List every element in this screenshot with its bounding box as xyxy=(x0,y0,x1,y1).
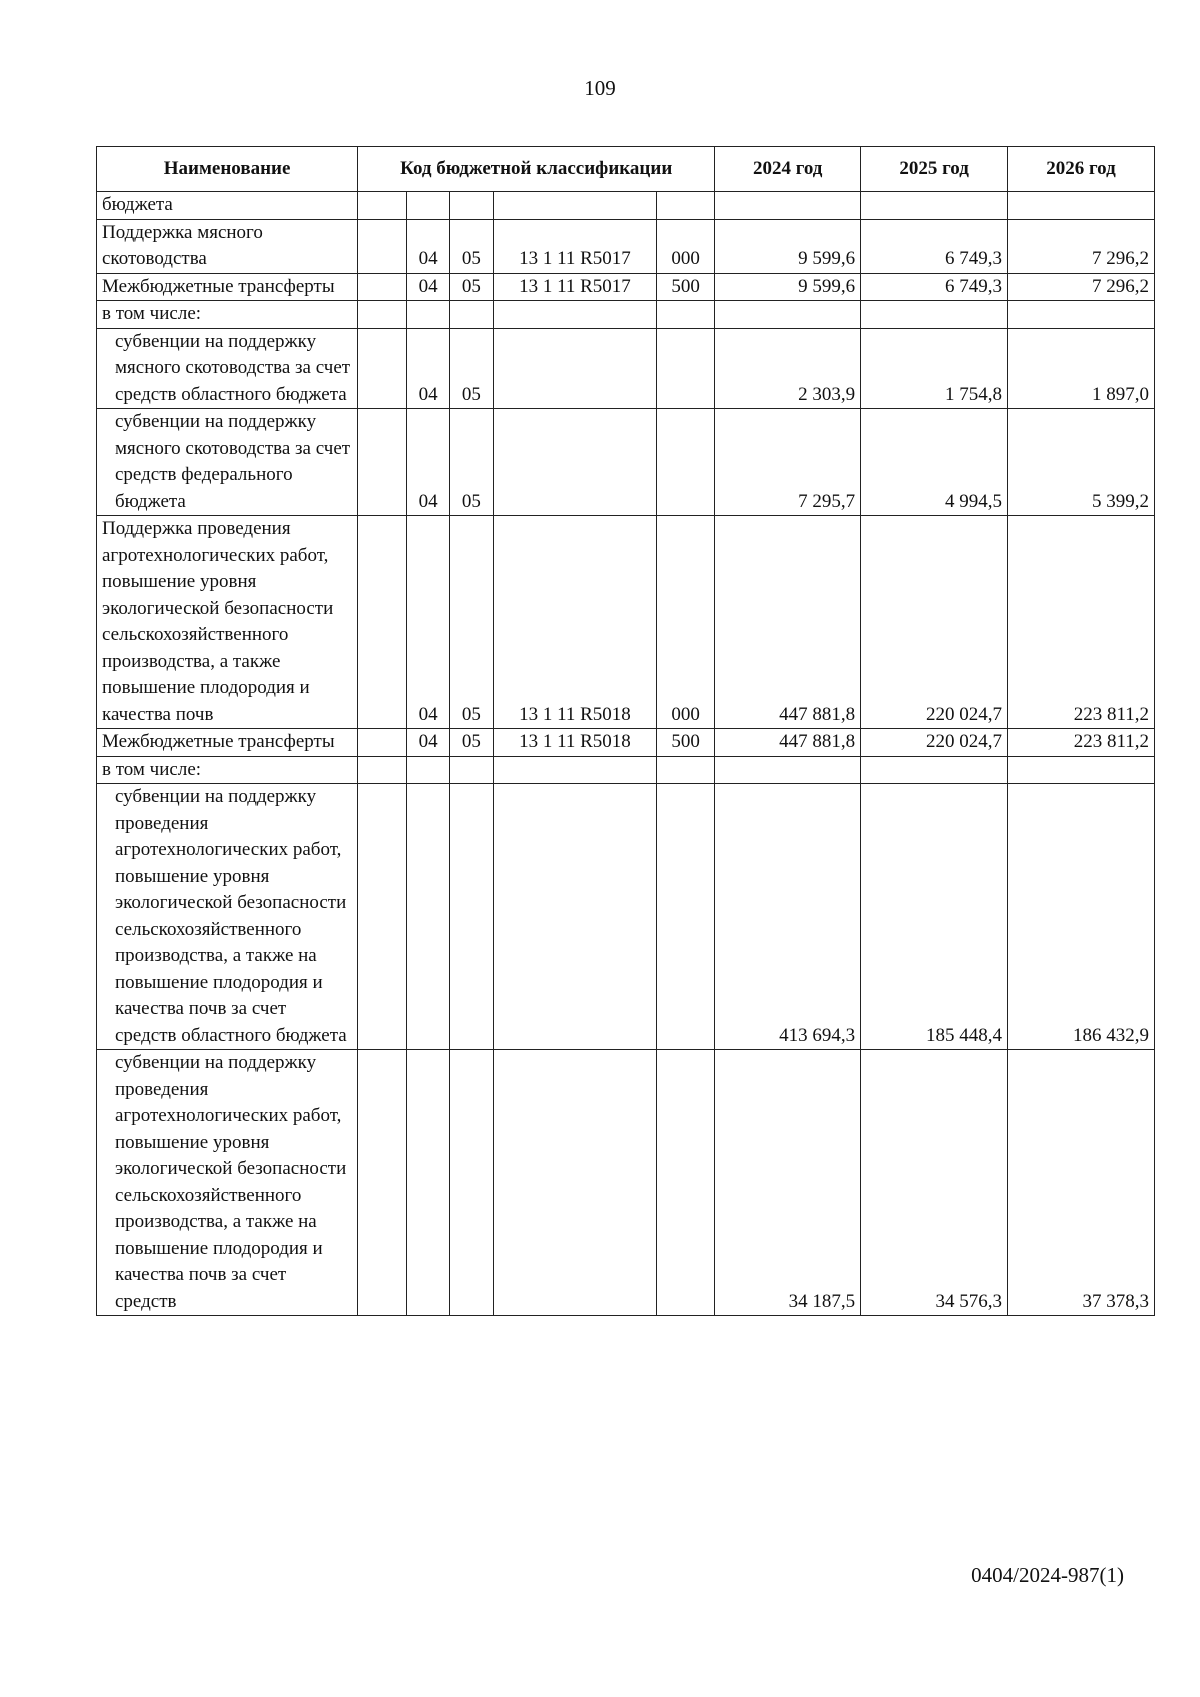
code-cell-3: 05 xyxy=(449,729,493,757)
document-id: 0404/2024-987(1) xyxy=(971,1563,1124,1587)
code-cell-5 xyxy=(657,409,715,516)
header-2026: 2026 год xyxy=(1008,147,1155,192)
code-cell-2: 04 xyxy=(407,273,450,301)
row-name: Межбюджетные трансферты xyxy=(97,729,358,757)
table-header-row xyxy=(97,147,1155,192)
code-cell-3: 05 xyxy=(449,328,493,409)
value-2025: 6 749,3 xyxy=(861,273,1008,301)
code-cell-2: 04 xyxy=(407,729,450,757)
value-2026: 1 897,0 xyxy=(1008,328,1155,409)
table-row xyxy=(97,1050,1155,1316)
row-name: Поддержка мясного скотоводства xyxy=(97,219,358,273)
code-cell-3 xyxy=(449,784,493,1050)
code-cell-1 xyxy=(358,784,407,1050)
table-row xyxy=(97,192,1155,220)
header-2025: 2025 год xyxy=(861,147,1008,192)
code-cell-4 xyxy=(493,192,656,220)
value-2026: 7 296,2 xyxy=(1008,219,1155,273)
code-cell-1 xyxy=(358,516,407,729)
code-cell-2 xyxy=(407,192,450,220)
code-cell-1 xyxy=(358,192,407,220)
value-2026 xyxy=(1008,301,1155,329)
code-cell-1 xyxy=(358,328,407,409)
code-cell-2: 04 xyxy=(407,219,450,273)
value-2025: 34 576,3 xyxy=(861,1050,1008,1316)
code-cell-2 xyxy=(407,756,450,784)
value-2026: 5 399,2 xyxy=(1008,409,1155,516)
code-cell-4 xyxy=(493,409,656,516)
value-2024: 34 187,5 xyxy=(715,1050,861,1316)
value-2025: 185 448,4 xyxy=(861,784,1008,1050)
code-cell-2 xyxy=(407,1050,450,1316)
code-cell-3: 05 xyxy=(449,516,493,729)
table-row xyxy=(97,729,1155,757)
value-2025 xyxy=(861,301,1008,329)
value-2024 xyxy=(715,301,861,329)
code-cell-4 xyxy=(493,1050,656,1316)
value-2024: 7 295,7 xyxy=(715,409,861,516)
code-cell-2: 04 xyxy=(407,328,450,409)
value-2026: 7 296,2 xyxy=(1008,273,1155,301)
value-2026 xyxy=(1008,192,1155,220)
code-cell-1 xyxy=(358,273,407,301)
code-cell-4 xyxy=(493,784,656,1050)
code-cell-4: 13 1 11 R5018 xyxy=(493,729,656,757)
value-2026 xyxy=(1008,756,1155,784)
table-row xyxy=(97,219,1155,273)
value-2024: 447 881,8 xyxy=(715,729,861,757)
value-2025: 1 754,8 xyxy=(861,328,1008,409)
code-cell-5: 500 xyxy=(657,729,715,757)
row-name: в том числе: xyxy=(97,301,358,329)
table-row xyxy=(97,409,1155,516)
code-cell-3 xyxy=(449,1050,493,1316)
code-cell-2 xyxy=(407,301,450,329)
code-cell-3 xyxy=(449,192,493,220)
code-cell-5: 000 xyxy=(657,516,715,729)
page-number: 109 xyxy=(584,76,616,100)
code-cell-3 xyxy=(449,301,493,329)
code-cell-1 xyxy=(358,219,407,273)
value-2025: 220 024,7 xyxy=(861,516,1008,729)
row-name: в том числе: xyxy=(97,756,358,784)
code-cell-3: 05 xyxy=(449,219,493,273)
code-cell-5 xyxy=(657,328,715,409)
value-2024: 9 599,6 xyxy=(715,219,861,273)
code-cell-4 xyxy=(493,301,656,329)
row-name: субвенции на поддержку проведения агротехнологических работ, повышение уровня экологической безопасности сельскохозяйственного производства, а также на повышение плодородия и качества почв за счет средств xyxy=(97,1050,358,1316)
code-cell-5 xyxy=(657,192,715,220)
value-2025: 4 994,5 xyxy=(861,409,1008,516)
table-row xyxy=(97,328,1155,409)
table-row xyxy=(97,756,1155,784)
row-name: бюджета xyxy=(97,192,358,220)
code-cell-3 xyxy=(449,756,493,784)
value-2025: 220 024,7 xyxy=(861,729,1008,757)
value-2026: 186 432,9 xyxy=(1008,784,1155,1050)
value-2026: 37 378,3 xyxy=(1008,1050,1155,1316)
code-cell-4: 13 1 11 R5017 xyxy=(493,219,656,273)
value-2025 xyxy=(861,192,1008,220)
code-cell-1 xyxy=(358,409,407,516)
table-row xyxy=(97,273,1155,301)
header-name: Наименование xyxy=(97,147,358,192)
code-cell-4 xyxy=(493,756,656,784)
row-name: субвенции на поддержку проведения агротехнологических работ, повышение уровня экологической безопасности сельскохозяйственного производства, а также на повышение плодородия и качества почв за счет средств областного бюджета xyxy=(97,784,358,1050)
row-name: Межбюджетные трансферты xyxy=(97,273,358,301)
code-cell-5 xyxy=(657,301,715,329)
code-cell-4: 13 1 11 R5017 xyxy=(493,273,656,301)
code-cell-5 xyxy=(657,1050,715,1316)
row-name: Поддержка проведения агротехнологических работ, повышение уровня экологической безопасности сельскохозяйственного производства, а также повышение плодородия и качества почв xyxy=(97,516,358,729)
value-2024 xyxy=(715,756,861,784)
budget-table xyxy=(96,146,1155,1316)
value-2024: 447 881,8 xyxy=(715,516,861,729)
code-cell-5 xyxy=(657,784,715,1050)
code-cell-1 xyxy=(358,1050,407,1316)
code-cell-1 xyxy=(358,756,407,784)
value-2025 xyxy=(861,756,1008,784)
code-cell-1 xyxy=(358,729,407,757)
value-2025: 6 749,3 xyxy=(861,219,1008,273)
code-cell-1 xyxy=(358,301,407,329)
code-cell-5: 500 xyxy=(657,273,715,301)
code-cell-2: 04 xyxy=(407,409,450,516)
code-cell-2: 04 xyxy=(407,516,450,729)
value-2026: 223 811,2 xyxy=(1008,516,1155,729)
code-cell-3: 05 xyxy=(449,273,493,301)
value-2026: 223 811,2 xyxy=(1008,729,1155,757)
value-2024: 2 303,9 xyxy=(715,328,861,409)
code-cell-5: 000 xyxy=(657,219,715,273)
value-2024: 9 599,6 xyxy=(715,273,861,301)
code-cell-4: 13 1 11 R5018 xyxy=(493,516,656,729)
value-2024 xyxy=(715,192,861,220)
table-row xyxy=(97,784,1155,1050)
header-2024: 2024 год xyxy=(715,147,861,192)
table-row xyxy=(97,516,1155,729)
row-name: субвенции на поддержку мясного скотоводства за счет средств областного бюджета xyxy=(97,328,358,409)
code-cell-4 xyxy=(493,328,656,409)
row-name: субвенции на поддержку мясного скотоводства за счет средств федерального бюджета xyxy=(97,409,358,516)
code-cell-3: 05 xyxy=(449,409,493,516)
value-2024: 413 694,3 xyxy=(715,784,861,1050)
table-row xyxy=(97,301,1155,329)
code-cell-5 xyxy=(657,756,715,784)
code-cell-2 xyxy=(407,784,450,1050)
header-code: Код бюджетной классификации xyxy=(358,147,715,192)
